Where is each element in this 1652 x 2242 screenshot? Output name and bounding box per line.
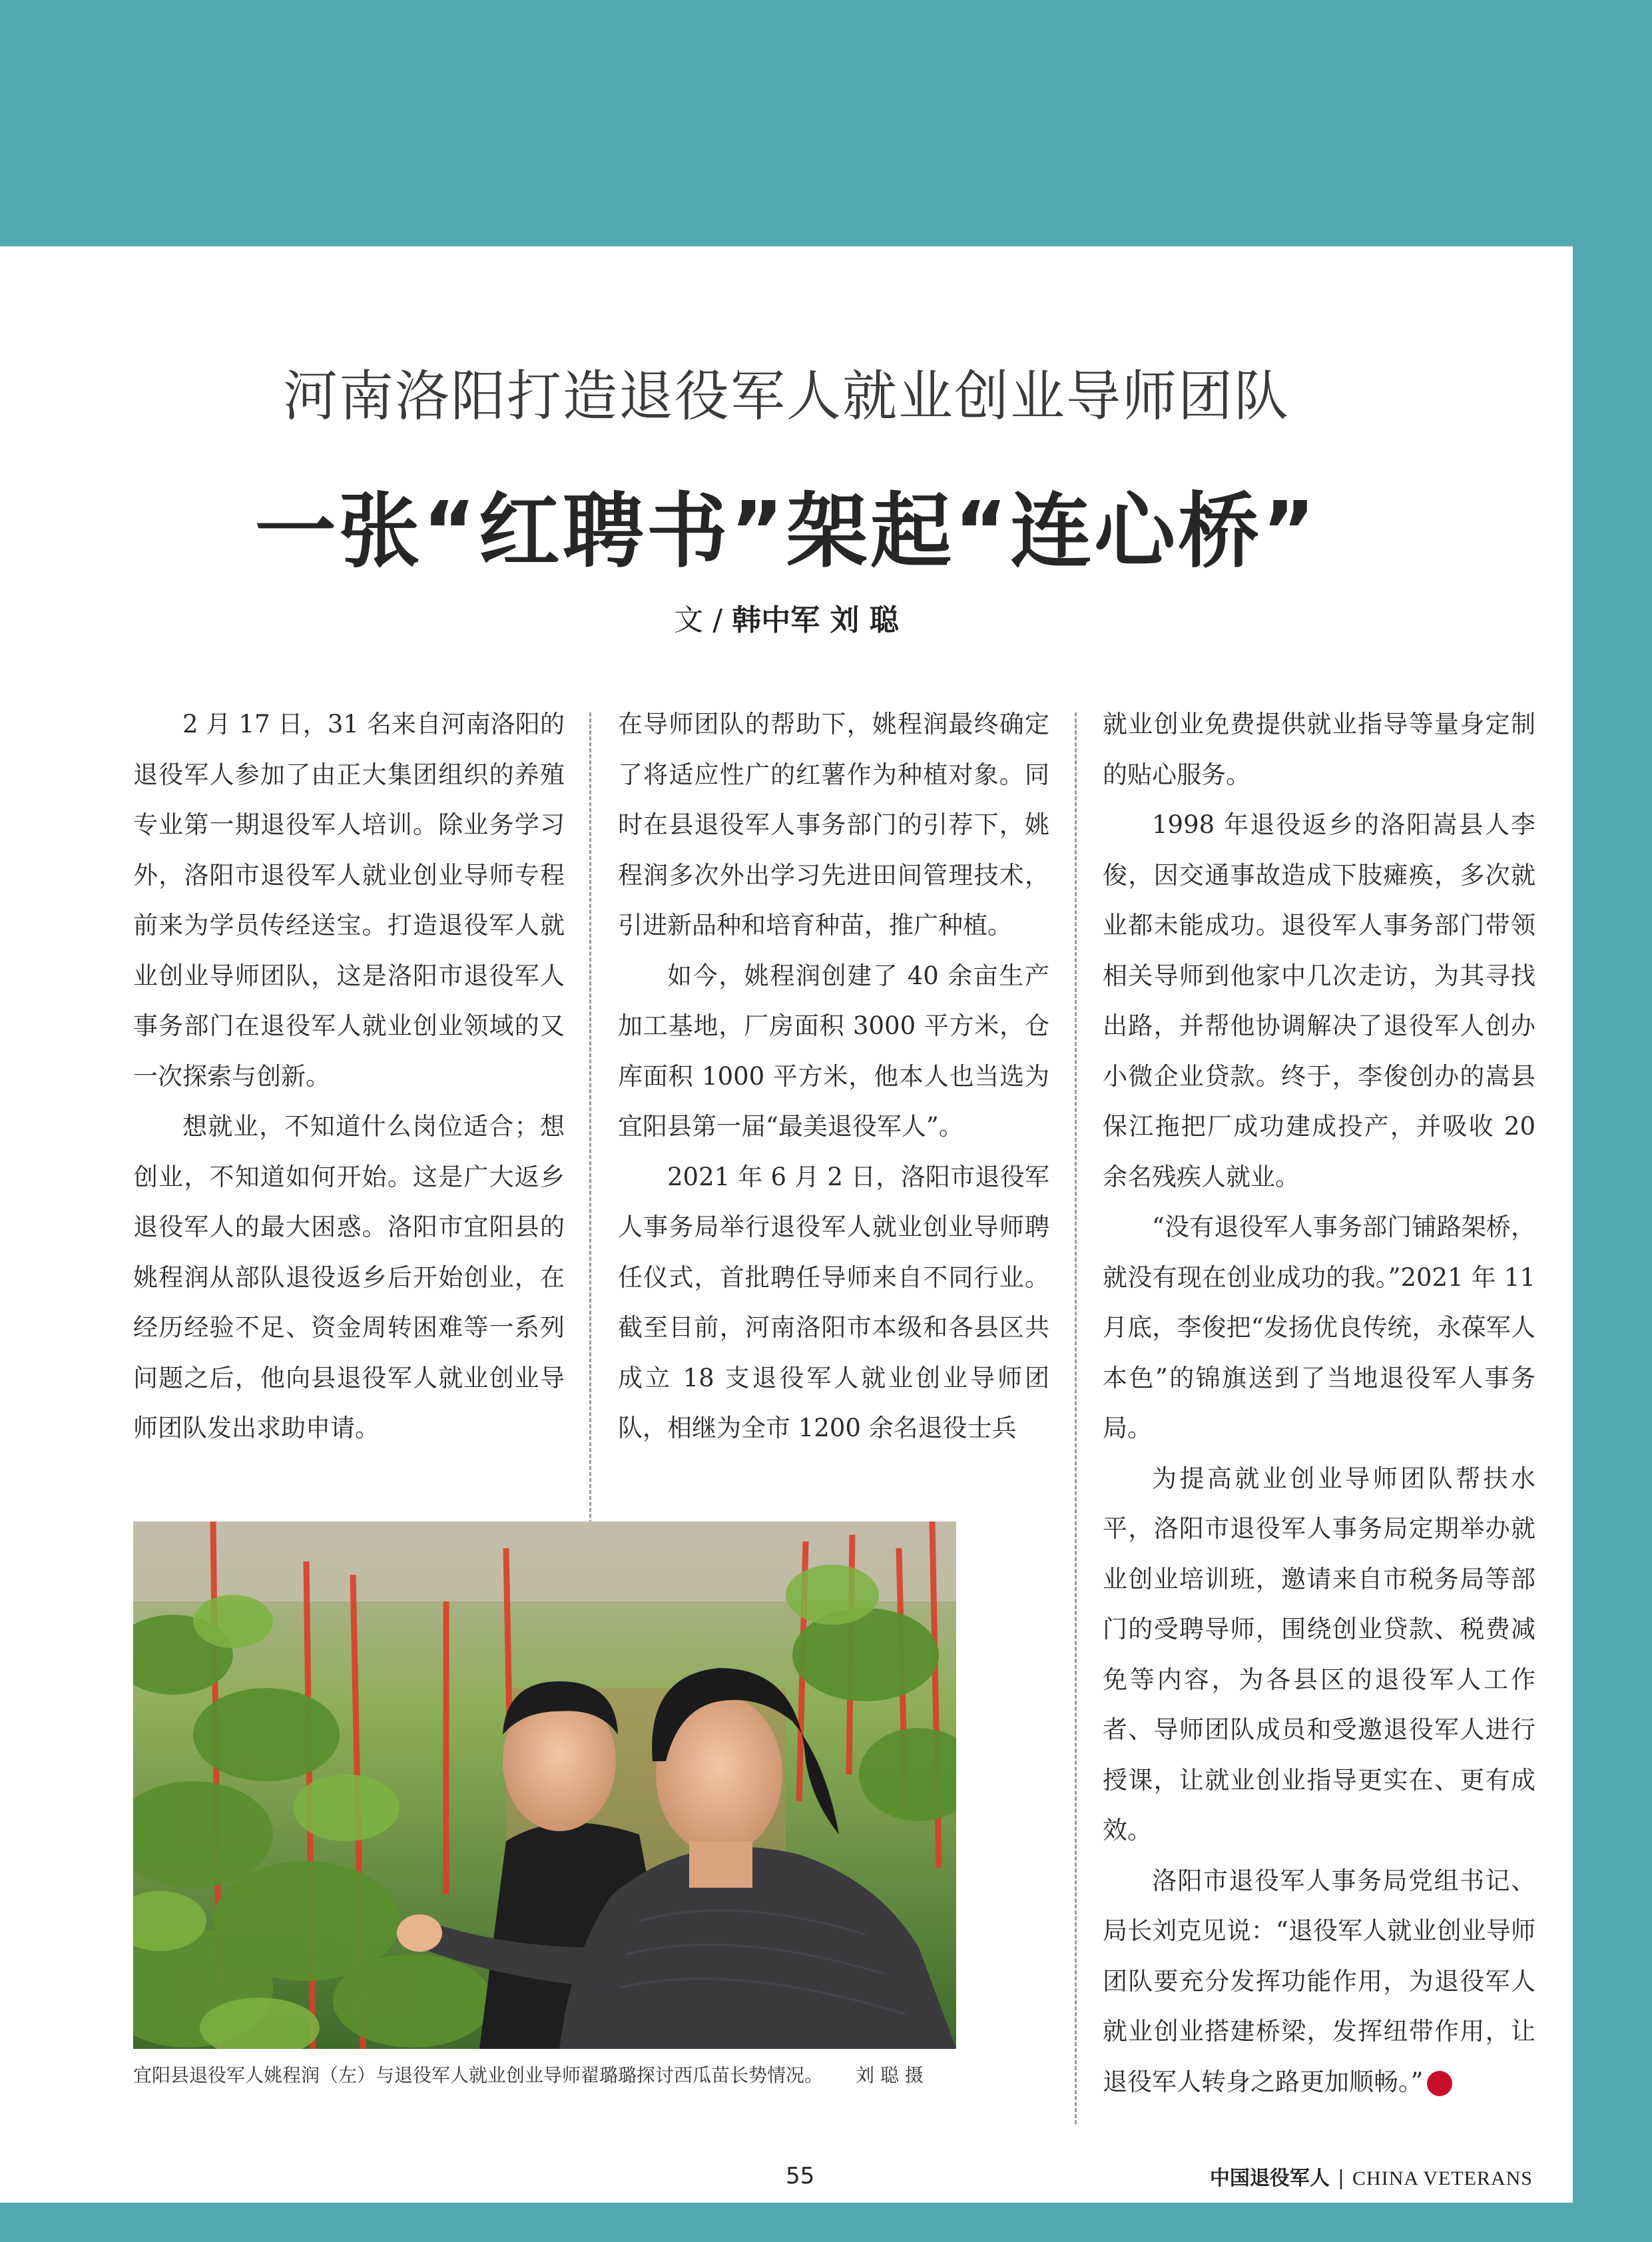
paragraph: 如今，姚程润创建了 40 余亩生产加工基地，厂房面积 3000 平方米，仓库面积 1000 平方米，他本人也当选为宜阳县第一届“最美退役军人”。 [618, 961, 1049, 1141]
magazine-name-cn: 中国退役军人 [1209, 2167, 1330, 2190]
text-column-3 [1103, 699, 1535, 2107]
byline [0, 596, 1573, 639]
paragraph: “没有退役军人事务部门铺路架桥，就没有现在创业成功的我。”2021 年 11 月底，李俊把“发扬优良传统，永葆军人本色”的锦旗送到了当地退役军人事务局。 [1103, 1213, 1535, 1442]
article-title: 一张“红聘书”架起“连心桥” [254, 484, 1318, 579]
article-photo [133, 1522, 956, 2049]
paragraph: 1998 年退役返乡的洛阳嵩县人李俊，因交通事故造成下肢瘫痪，多次就业都未能成功。退役军人事务部门带领相关导师到他家中几次走访，为其寻找出路，并帮他协调解决了退役军人创办小微企业贷款。终于，李俊创办的嵩县保江拖把厂成功建成投产，并吸收 20 余名残疾人就业。 [1103, 810, 1535, 1191]
article-subtitle: 河南洛阳打造退役军人就业创业导师团队 [282, 365, 1290, 428]
byline-prefix: 文 / [674, 603, 732, 637]
paragraph: 2021 年 6 月 2 日，洛阳市退役军人事务局举行退役军人就业创业导师聘任仪式，首批聘任导师来自不同行业。截至目前，河南洛阳市本级和各县区共成立 18 支退役军人就业创业导师团队，相继为全市 1200 余名退役士兵 [618, 1162, 1049, 1442]
paragraph: 想就业，不知道什么岗位适合；想创业，不知道如何开始。这是广大返乡退役军人的最大困惑。洛阳市宜阳县的姚程润从部队退役返乡后开始创业，在经历经验不足、资金周转困难等一系列问题之后，他向县退役军人就业创业导师团队发出求助申请。 [133, 1112, 565, 1442]
caption-text: 宜阳县退役军人姚程润（左）与退役军人就业创业导师翟璐璐探讨西瓜苗长势情况。 [133, 2064, 824, 2086]
photo-credit: 刘 聪 摄 [856, 2064, 924, 2086]
page-number: 55 [786, 2163, 815, 2189]
byline-authors: 韩中军 刘 聪 [732, 603, 899, 637]
end-mark-icon: V [1427, 2071, 1452, 2096]
paragraph-continued: 在导师团队的帮助下，姚程润最终确定了将适应性广的红薯作为种植对象。同时在县退役军人事务部门的引荐下，姚程润多次外出学习先进田间管理技术，引进新品种和培育种苗，推广种植。 [618, 710, 1049, 940]
paragraph-continued: 就业创业免费提供就业指导等量身定制的贴心服务。 [1103, 710, 1535, 789]
magazine-name-en: CHINA VETERANS [1352, 2167, 1533, 2189]
photo-caption [133, 2061, 956, 2088]
magazine-separator: | [1337, 2167, 1345, 2190]
paragraph: 为提高就业创业导师团队帮扶水平，洛阳市退役军人事务局定期举办就业创业培训班，邀请来自市税务局等部门的受聘导师，围绕创业贷款、税费减免等内容，为各县区的退役军人工作者、导师团队成员和受邀退役军人进行授课，让就业创业指导更实在、更有成效。 [1103, 1464, 1535, 1844]
column-divider [1075, 712, 1077, 2124]
paragraph-text: 洛阳市退役军人事务局党组书记、局长刘克见说：“退役军人就业创业导师团队要充分发挥功能作用，为退役军人就业创业搭建桥梁，发挥纽带作用，让退役军人转身之路更加顺畅。” [1103, 1866, 1535, 2096]
greenhouse-photo-illustration [133, 1522, 956, 2049]
text-column-2 [618, 699, 1049, 1454]
magazine-name [1210, 2161, 1533, 2191]
article-page [0, 246, 1573, 2203]
paragraph-final [1103, 1856, 1535, 2107]
paragraph: 2 月 17 日，31 名来自河南洛阳的退役军人参加了由正大集团组织的养殖专业第一期退役军人培训。除业务学习外，洛阳市退役军人就业创业导师专程前来为学员传经送宝。打造退役军人就业创业导师团队，这是洛阳市退役军人事务部门在退役军人就业创业领域的又一次探索与创新。 [133, 710, 565, 1091]
text-column-1 [133, 699, 565, 1454]
